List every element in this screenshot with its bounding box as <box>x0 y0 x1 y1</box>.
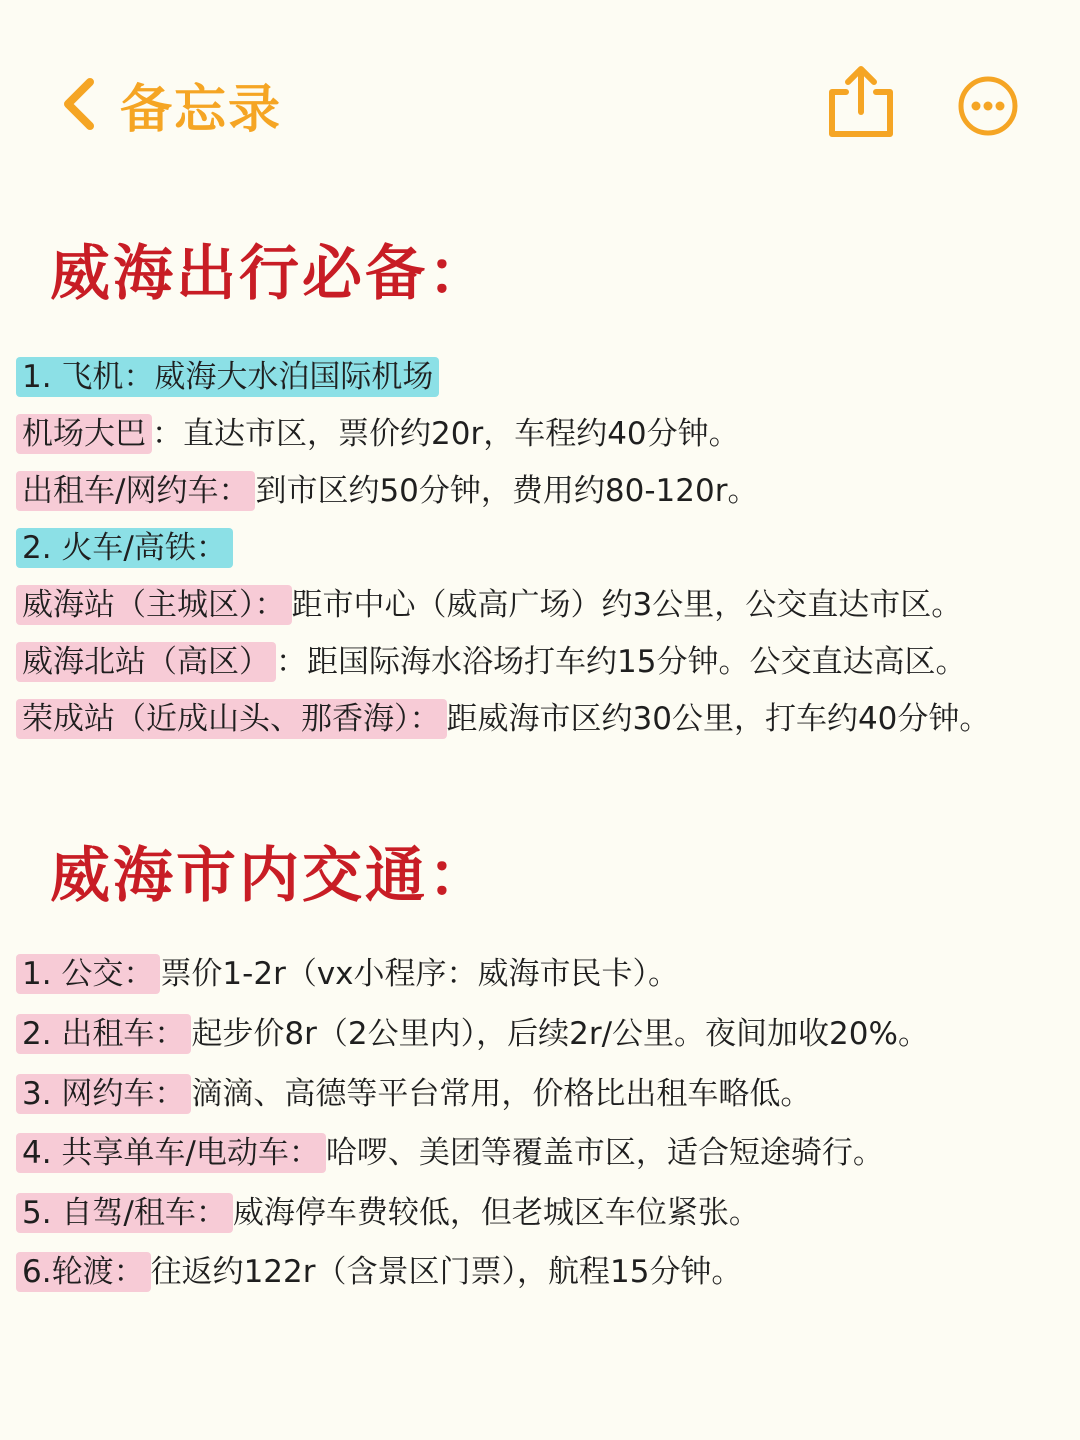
list-item <box>16 355 439 399</box>
highlight-label: 1. 公交： <box>16 954 160 994</box>
highlight-label: 2. 出租车： <box>16 1014 191 1054</box>
highlight-label: 6.轮渡： <box>16 1252 151 1292</box>
highlight-label: 威海北站（高区） <box>16 642 276 682</box>
item-text: 威海停车费较低，但老城区车位紧张。 <box>232 1195 760 1231</box>
back-button[interactable] <box>58 68 282 140</box>
list-item <box>16 697 990 741</box>
highlight-label: 5. 自驾/租车： <box>16 1193 233 1233</box>
item-text: 距威海市区约30公里，打车约40分钟。 <box>446 701 991 737</box>
list-item <box>16 1191 760 1235</box>
section-title-transport: 威海市内交通： <box>50 841 491 911</box>
item-text: ：直达市区，票价约20r，车程约40分钟。 <box>152 416 740 452</box>
more-icon <box>956 74 1020 138</box>
item-text: 哈啰、美团等覆盖市区，适合短途骑行。 <box>325 1135 884 1171</box>
list-item <box>16 412 740 456</box>
list-item <box>16 583 962 627</box>
item-text: ：距国际海水浴场打车约15分钟。公交直达高区。 <box>276 644 967 680</box>
highlight-label: 荣成站（近成山头、那香海）： <box>16 699 447 739</box>
list-item <box>16 1072 811 1116</box>
item-text: 距市中心（威高广场）约3公里，公交直达市区。 <box>291 587 963 623</box>
share-icon <box>822 62 900 140</box>
highlight-label: 威海站（主城区）： <box>16 585 292 625</box>
item-text: 往返约122r（含景区门票），航程15分钟。 <box>150 1254 743 1290</box>
item-text: 起步价8r（2公里内），后续2r/公里。夜间加收20%。 <box>191 1016 929 1052</box>
list-item <box>16 640 966 684</box>
back-label: 备忘录 <box>120 79 283 140</box>
list-item <box>16 1131 884 1175</box>
more-button[interactable] <box>956 74 1020 138</box>
item-text: 票价1-2r（vx小程序：威海市民卡）。 <box>160 956 680 992</box>
section-title-travel: 威海出行必备： <box>50 239 491 309</box>
highlight-label: 4. 共享单车/电动车： <box>16 1133 326 1173</box>
list-item <box>16 952 679 996</box>
list-item <box>16 469 758 513</box>
navigation-bar <box>0 0 1080 210</box>
highlight-label: 3. 网约车： <box>16 1074 191 1114</box>
chevron-left-icon <box>58 74 98 134</box>
item-text: 滴滴、高德等平台常用，价格比出租车略低。 <box>191 1076 812 1112</box>
highlight-label: 机场大巴 <box>16 414 152 454</box>
list-item <box>16 1012 929 1056</box>
share-button[interactable] <box>822 62 900 140</box>
list-item <box>16 526 233 570</box>
highlight-label: 出租车/网约车： <box>16 471 255 511</box>
highlight-label: 1. 飞机：威海大水泊国际机场 <box>16 357 439 397</box>
list-item <box>16 1250 742 1294</box>
item-text: 到市区约50分钟，费用约80-120r。 <box>255 473 759 509</box>
highlight-label: 2. 火车/高铁： <box>16 528 233 568</box>
